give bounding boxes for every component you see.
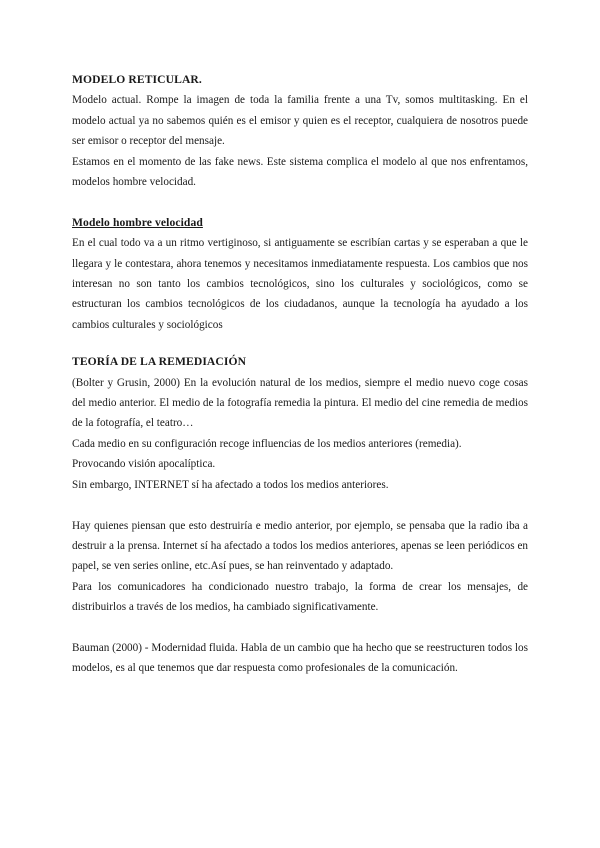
paragraph-remediacion-1: (Bolter y Grusin, 2000) En la evolución natural de los medios, siempre el medio nuevo coge cosas del medio anterior. El medio de la fotografía remedia la pintura. El medio del cine remedia de medios de la fotografía, el teatro… [72, 376, 528, 430]
document-page [72, 70, 528, 679]
paragraph-remediacion-7: Bauman (2000) - Modernidad fluida. Habla de un cambio que ha hecho que se reestructuren todos los modelos, es al que tenemos que dar respuesta como profesionales de la comunicación. [72, 641, 528, 675]
paragraph-remediacion-6: Para los comunicadores ha condicionado nuestro trabajo, la forma de crear los mensajes, de distribuirlos a través de los medios, ha cambiado significativamente. [72, 580, 528, 614]
paragraph-remediacion-5: Hay quienes piensan que esto destruiría e medio anterior, por ejemplo, se pensaba que la radio iba a destruir a la prensa. Internet sí ha afectado a todos los medios anteriores, apenas se leen periódicos en papel, se ven series online, etc.Así pues, se han reinventado y adaptado. [72, 519, 528, 573]
heading-teoria-remediacion: TEORÍA DE LA REMEDIACIÓN [72, 355, 247, 369]
spacer [72, 335, 528, 352]
spacer [72, 618, 528, 638]
paragraph-hombre-velocidad-1: En el cual todo va a un ritmo vertiginoso, si antiguamente se escribían cartas y se esperaban a que le llegara y le contestara, ahora tenemos y necesitamos inmediatamente respuesta. Los cambios que nos interesan no son tanto los cambios tecnológicos, sino los culturales y sociológicos, como se estructuran los cambios tecnológicos de los ciudadanos, aunque la tecnología ha ayudado a los cambios culturales y sociológicos [72, 237, 528, 331]
paragraph-reticular-1: Modelo actual. Rompe la imagen de toda la familia frente a una Tv, somos multitasking. En el modelo actual ya no sabemos quién es el emisor y quien es el receptor, cualquiera de nosotros puede ser emisor o receptor del mensaje. [72, 94, 528, 148]
heading-modelo-reticular: MODELO RETICULAR. [72, 73, 202, 86]
paragraph-remediacion-2: Cada medio en su configuración recoge influencias de los medios anteriores (remedia). [72, 437, 462, 450]
paragraph-remediacion-3: Provocando visión apocalíptica. [72, 458, 216, 471]
spacer [72, 192, 528, 212]
paragraph-reticular-2: Estamos en el momento de las fake news. Este sistema complica el modelo al que nos enfrentamos, modelos hombre velocidad. [72, 155, 528, 189]
heading-modelo-hombre-velocidad: Modelo hombre velocidad [72, 215, 203, 229]
paragraph-remediacion-4: Sin embargo, INTERNET sí ha afectado a todos los medios anteriores. [72, 478, 389, 491]
spacer [72, 495, 528, 515]
